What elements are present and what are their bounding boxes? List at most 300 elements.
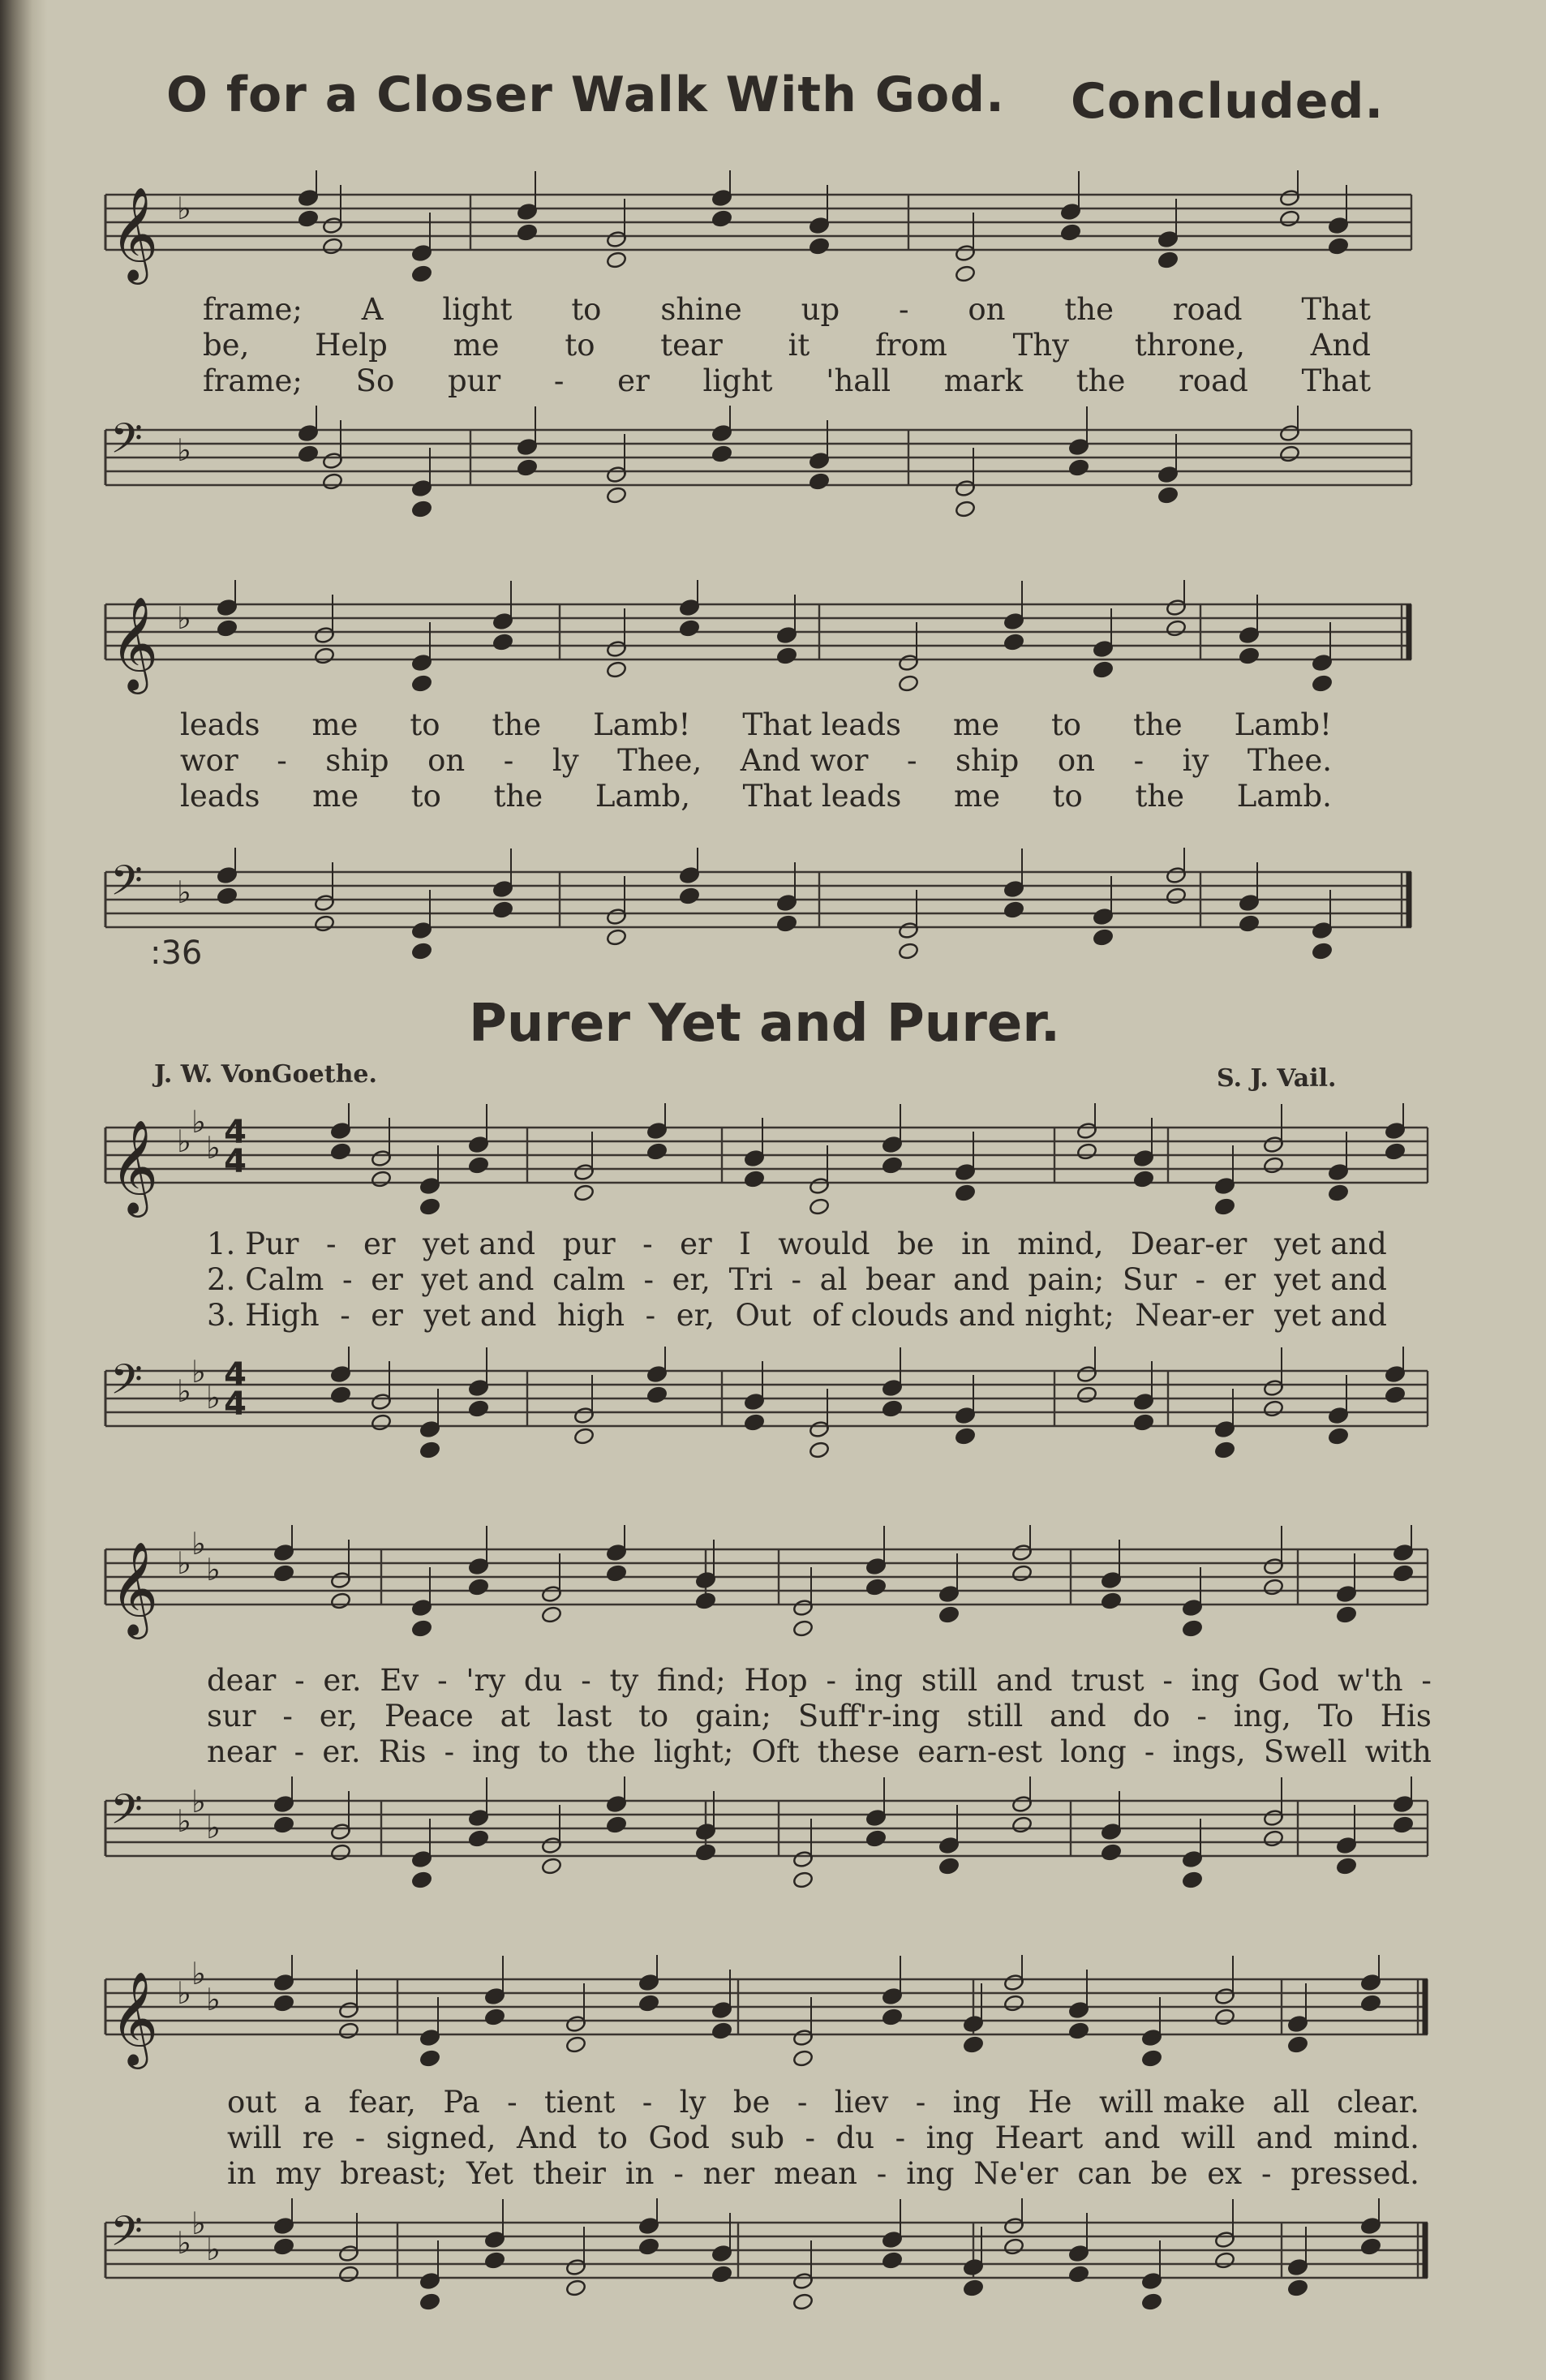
lyric-syllable: du <box>835 2120 875 2155</box>
hymn1-system1-bass-staff <box>89 406 1419 527</box>
lyric-syllable: ing <box>952 2085 1001 2120</box>
lyric-syllable: - <box>1196 1699 1207 1733</box>
hymn1-s1-verse3 <box>203 363 1371 399</box>
notehead <box>882 2008 903 2026</box>
flat-sign: ♭ <box>177 1803 191 1839</box>
lyric-syllable: er <box>363 1227 396 1261</box>
lyric-syllable: sur <box>207 1699 256 1733</box>
lyric-syllable: - <box>342 1262 353 1297</box>
treble-clef: 𝄞 <box>110 1540 159 1635</box>
lyric-syllable: Thee. <box>1247 743 1332 778</box>
notehead <box>541 1605 562 1624</box>
bass-clef: 𝄢 <box>110 1355 143 1414</box>
lyric-syllable: ner <box>702 2156 755 2191</box>
notehead <box>1279 445 1300 463</box>
lyric-syllable: That <box>1301 363 1371 398</box>
lyric-syllable: tient <box>544 2085 616 2120</box>
notehead <box>809 1197 830 1216</box>
notehead <box>468 1399 489 1418</box>
bass-clef: 𝄢 <box>110 414 143 473</box>
notehead <box>1263 1578 1284 1596</box>
lyric-syllable: So <box>355 363 395 398</box>
lyric-syllable: yet and <box>1273 1227 1387 1261</box>
notehead <box>411 500 432 518</box>
notehead <box>963 2035 984 2054</box>
lyric-syllable: liev <box>834 2085 889 2120</box>
lyric-syllable: 1. Pur <box>207 1227 299 1261</box>
lyric-syllable: throne, <box>1134 328 1245 363</box>
notehead <box>865 1829 887 1848</box>
notehead <box>565 2279 586 2297</box>
notehead <box>573 1184 595 1202</box>
notehead <box>1328 1184 1349 1202</box>
lyric-syllable: still <box>921 1663 978 1698</box>
time-sig-bottom: 4 <box>224 1143 247 1180</box>
notehead <box>1214 1441 1235 1459</box>
hymn2-system2-lyrics <box>207 1663 1432 1770</box>
lyric-syllable: Heart <box>994 2120 1084 2155</box>
notehead <box>1093 660 1114 679</box>
lyric-syllable: road <box>1172 292 1243 327</box>
notehead <box>484 2008 505 2026</box>
notehead <box>1393 1564 1414 1583</box>
hymn2-system1-bass-staff <box>89 1347 1436 1468</box>
lyric-syllable: at <box>500 1699 530 1733</box>
lyric-syllable: the <box>1133 707 1183 742</box>
notehead <box>1068 2021 1089 2040</box>
lyric-syllable: mean <box>774 2156 857 2191</box>
lyric-syllable: - <box>876 2156 887 2191</box>
notehead <box>606 660 627 679</box>
notehead <box>1393 1815 1414 1834</box>
lyric-syllable: ty <box>609 1663 639 1698</box>
lyric-syllable: 3. High <box>207 1298 320 1333</box>
notehead <box>1287 2279 1308 2297</box>
lyric-syllable: ing <box>906 2156 955 2191</box>
notehead <box>273 1815 294 1834</box>
notehead <box>217 887 238 905</box>
lyric-syllable: Lamb, <box>595 779 691 814</box>
notehead <box>792 2292 814 2311</box>
notehead <box>1157 251 1179 269</box>
lyric-syllable: of clouds and night; <box>812 1298 1114 1333</box>
hymn1-system1-lyrics <box>203 292 1371 399</box>
notehead <box>638 2237 659 2256</box>
hymn2-s1-verse2 <box>207 1262 1387 1298</box>
hymn2-s2-verse2 <box>207 1699 1432 1734</box>
notehead <box>809 237 830 256</box>
notehead <box>1360 1994 1381 2013</box>
lyric-syllable: Pa <box>443 2085 480 2120</box>
lyric-syllable: ship <box>325 743 389 778</box>
lyric-syllable: Lamb! <box>593 707 691 742</box>
notehead <box>1214 2008 1235 2026</box>
lyric-syllable: 2. Calm <box>207 1262 324 1297</box>
notehead <box>955 1184 976 1202</box>
notehead <box>711 445 732 463</box>
notehead <box>938 1605 960 1624</box>
lyric-syllable: be, <box>203 328 250 363</box>
bass-clef: 𝄢 <box>110 2206 143 2266</box>
notehead <box>217 619 238 638</box>
lyric-syllable: ings, <box>1172 1734 1246 1769</box>
notehead <box>809 1441 830 1459</box>
lyric-syllable: ing, <box>1233 1699 1291 1733</box>
notehead <box>744 1170 765 1188</box>
notehead <box>411 1871 432 1889</box>
lyric-syllable: be <box>732 2085 771 2120</box>
lyric-syllable: To <box>1317 1699 1354 1733</box>
lyric-syllable: from <box>875 328 947 363</box>
notehead <box>1214 1197 1235 1216</box>
lyric-syllable: breast; <box>340 2156 448 2191</box>
notehead <box>298 209 319 228</box>
hymn2-system1-treble-staff <box>89 1103 1436 1225</box>
lyric-syllable: er, <box>672 1262 711 1297</box>
notehead <box>1011 1564 1033 1583</box>
lyric-syllable: last <box>556 1699 612 1733</box>
lyric-syllable: Lamb! <box>1234 707 1332 742</box>
flat-sign: ♭ <box>191 1784 206 1819</box>
notehead <box>792 1619 814 1638</box>
lyric-syllable: ing <box>854 1663 904 1698</box>
lyric-syllable: - <box>444 1734 455 1769</box>
lyric-syllable: in <box>625 2156 655 2191</box>
lyric-syllable: bear <box>865 1262 935 1297</box>
flat-sign: ♭ <box>206 1130 221 1166</box>
notehead <box>314 647 335 665</box>
lyric-syllable: 'hall <box>826 363 891 398</box>
notehead <box>1263 1399 1284 1418</box>
lyric-syllable: I <box>739 1227 751 1261</box>
notehead <box>565 2035 586 2054</box>
lyric-syllable: wor <box>180 743 238 778</box>
page-number: :36 <box>150 934 203 972</box>
notehead <box>1076 1142 1097 1161</box>
lyric-syllable: Oft <box>751 1734 800 1769</box>
lyric-syllable: yet and <box>423 1298 537 1333</box>
lyric-syllable: His <box>1380 1699 1432 1733</box>
lyric-syllable: up <box>801 292 840 327</box>
notehead <box>330 1592 351 1610</box>
lyric-syllable: the <box>1135 779 1185 814</box>
lyric-syllable: me <box>453 328 500 363</box>
hymn2-system2-bass-staff <box>89 1776 1436 1898</box>
lyric-syllable: Hop <box>744 1663 808 1698</box>
flat-sign: ♭ <box>177 1545 191 1581</box>
flat-sign: ♭ <box>206 1552 221 1587</box>
notehead <box>1060 223 1081 242</box>
treble-clef: 𝄞 <box>110 1970 159 2065</box>
lyric-syllable: er <box>617 363 650 398</box>
lyric-syllable: - <box>437 1663 448 1698</box>
hymn2-s3-verse2 <box>227 2120 1419 2156</box>
notehead <box>882 2251 903 2270</box>
lyric-syllable: Thee, <box>617 743 702 778</box>
notehead <box>711 209 732 228</box>
lyric-syllable: ing <box>472 1734 521 1769</box>
lyric-syllable: in <box>227 2156 256 2191</box>
notehead <box>695 1843 716 1862</box>
lyric-syllable: the <box>1076 363 1126 398</box>
flat-sign: ♭ <box>191 1104 206 1140</box>
notehead <box>1141 2049 1162 2068</box>
lyric-syllable: light <box>702 363 773 398</box>
lyric-syllable: er. <box>323 1663 362 1698</box>
notehead <box>1312 942 1333 960</box>
notehead <box>938 1857 960 1875</box>
notehead <box>882 1399 903 1418</box>
lyric-syllable: road <box>1179 363 1248 398</box>
notehead <box>371 1170 392 1188</box>
lyric-syllable: And <box>517 2120 578 2155</box>
lyric-syllable: and <box>1256 2120 1313 2155</box>
lyric-syllable: And wor <box>740 743 869 778</box>
lyric-syllable: - <box>581 1663 591 1698</box>
lyric-syllable: still <box>966 1699 1024 1733</box>
notehead <box>776 914 797 933</box>
lyric-syllable: That leads <box>742 779 902 814</box>
lyric-syllable: with <box>1364 1734 1432 1769</box>
notehead <box>419 1197 440 1216</box>
bass-clef: 𝄢 <box>110 1785 143 1844</box>
notehead <box>646 1385 668 1404</box>
hymn1-s2-verse2 <box>180 743 1332 779</box>
lyric-syllable: ship <box>956 743 1020 778</box>
notehead <box>322 237 343 256</box>
lyric-syllable: Ris <box>378 1734 427 1769</box>
lyric-syllable: to <box>565 328 595 363</box>
lyric-syllable: yet and <box>423 1227 536 1261</box>
flat-sign: ♭ <box>177 874 191 910</box>
lyric-syllable: and <box>996 1663 1053 1698</box>
lyric-syllable: - <box>1421 1663 1432 1698</box>
treble-clef: 𝄞 <box>110 1119 159 1214</box>
lyric-syllable: - <box>294 1734 305 1769</box>
lyric-syllable: and <box>1050 1699 1106 1733</box>
hymn2-s2-verse3 <box>207 1734 1432 1770</box>
lyric-syllable: Tri <box>728 1262 773 1297</box>
lyric-syllable: shine <box>660 292 742 327</box>
notehead <box>679 887 700 905</box>
notehead <box>882 1156 903 1175</box>
hymn2-s3-verse3 <box>227 2156 1419 2192</box>
lyric-syllable: re <box>302 2120 335 2155</box>
hymn1-s2-verse1 <box>180 707 1332 743</box>
lyric-syllable: and <box>953 1262 1010 1297</box>
flat-sign: ♭ <box>191 1956 206 1991</box>
lyric-syllable: ly <box>679 2085 706 2120</box>
lyric-syllable: will make <box>1099 2085 1246 2120</box>
lyric-syllable: would <box>778 1227 870 1261</box>
lyric-syllable: calm <box>552 1262 625 1297</box>
notehead <box>484 2251 505 2270</box>
hymn1-s2-verse3 <box>180 779 1332 814</box>
lyric-syllable: pressed. <box>1290 2156 1419 2191</box>
flat-sign: ♭ <box>177 600 191 636</box>
notehead <box>1214 2251 1235 2270</box>
notehead <box>898 674 919 693</box>
lyric-syllable: er <box>371 1262 403 1297</box>
lyric-syllable: - <box>553 363 565 398</box>
lyric-syllable: on <box>968 292 1006 327</box>
flat-sign: ♭ <box>177 191 191 226</box>
flat-sign: ♭ <box>206 1810 221 1845</box>
lyric-syllable: - <box>915 2085 926 2120</box>
notehead <box>338 2021 359 2040</box>
lyric-syllable: long <box>1060 1734 1127 1769</box>
lyric-syllable: That <box>1301 292 1371 327</box>
notehead <box>963 2279 984 2297</box>
lyric-syllable: Ev <box>380 1663 419 1698</box>
lyric-syllable: pur <box>562 1227 616 1261</box>
notehead <box>638 1994 659 2013</box>
lyric-syllable: iy <box>1182 743 1209 778</box>
lyric-syllable: be <box>897 1227 934 1261</box>
notehead <box>419 1441 440 1459</box>
notehead <box>330 1142 351 1161</box>
hymn2-s1-verse3 <box>207 1298 1387 1334</box>
flat-sign: ♭ <box>206 1982 221 2017</box>
notehead <box>1141 2292 1162 2311</box>
notehead <box>955 264 976 283</box>
lyric-syllable: to <box>571 292 602 327</box>
notehead <box>1076 1385 1097 1404</box>
lyric-syllable: on <box>1057 743 1096 778</box>
notehead <box>1003 900 1024 919</box>
flat-sign: ♭ <box>177 1123 191 1159</box>
hymn2-time-signature-treble <box>221 1114 250 1180</box>
notehead <box>955 1427 976 1446</box>
hymn2-system3-lyrics <box>227 2085 1419 2192</box>
hymn1-s1-verse2 <box>203 328 1371 363</box>
lyric-syllable: on <box>427 743 466 778</box>
flat-sign: ♭ <box>191 1354 206 1390</box>
lyric-syllable: - <box>805 2120 816 2155</box>
notehead <box>517 458 538 477</box>
lyric-syllable: - <box>791 1262 801 1297</box>
lyric-syllable: signed, <box>385 2120 496 2155</box>
lyric-syllable: it <box>788 328 810 363</box>
lyric-syllable: Out <box>735 1298 792 1333</box>
notehead <box>273 2237 294 2256</box>
notehead <box>338 2265 359 2283</box>
notehead <box>606 486 627 505</box>
lyric-syllable: er <box>1223 1262 1256 1297</box>
lyric-syllable: me <box>954 779 1000 814</box>
lyric-syllable: mind, <box>1017 1227 1104 1261</box>
lyric-syllable: ex <box>1207 2156 1243 2191</box>
notehead <box>468 1156 489 1175</box>
lyric-syllable: - <box>899 292 909 327</box>
lyric-syllable: - <box>642 1227 653 1261</box>
lyric-syllable: yet and <box>1273 1298 1387 1333</box>
notehead <box>298 445 319 463</box>
hymn2-time-signature-bass <box>221 1356 250 1423</box>
lyric-syllable: a <box>303 2085 322 2120</box>
hymn2-s2-verse1 <box>207 1663 1432 1699</box>
notehead <box>273 1994 294 2013</box>
lyric-syllable: er, <box>676 1298 715 1333</box>
lyric-syllable: - <box>1162 1663 1173 1698</box>
lyric-syllable: - <box>294 1663 305 1698</box>
lyric-syllable: God <box>1257 1663 1320 1698</box>
lyric-syllable: ing <box>925 2120 974 2155</box>
notehead <box>606 1564 627 1583</box>
notehead <box>1312 674 1333 693</box>
lyric-syllable: - <box>354 2120 366 2155</box>
notehead <box>955 500 976 518</box>
lyric-syllable: and <box>1103 2120 1161 2155</box>
lyric-syllable: er, <box>319 1699 359 1733</box>
hymn1-s1-verse1 <box>203 292 1371 328</box>
lyric-syllable: light; <box>653 1734 734 1769</box>
lyric-syllable: leads <box>180 707 260 742</box>
lyric-syllable: - <box>340 1298 350 1333</box>
lyric-syllable: Near-er <box>1135 1298 1254 1333</box>
notehead <box>1003 1994 1024 2013</box>
flat-sign: ♭ <box>177 432 191 468</box>
lyric-syllable: Suff'r-ing <box>797 1699 941 1733</box>
lyric-syllable: - <box>507 2085 517 2120</box>
hymn2-title: Purer Yet and Purer. <box>469 994 1061 1054</box>
notehead <box>411 1619 432 1638</box>
book-spine-shadow <box>0 0 47 2380</box>
notehead <box>419 2049 440 2068</box>
notehead <box>679 619 700 638</box>
notehead <box>371 1413 392 1432</box>
lyric-syllable: - <box>645 1298 656 1333</box>
lyric-syllable: can <box>1077 2156 1132 2191</box>
hymn2-system3-bass-staff <box>89 2198 1436 2320</box>
notehead <box>1133 1170 1154 1188</box>
lyric-syllable: - <box>643 1262 654 1297</box>
lyric-syllable: yet and <box>1273 1262 1387 1297</box>
lyric-syllable: high <box>556 1298 625 1333</box>
notehead <box>411 942 432 960</box>
lyric-syllable: near <box>207 1734 277 1769</box>
flat-sign: ♭ <box>177 2225 191 2261</box>
lyric-syllable: will <box>227 2120 282 2155</box>
lyric-syllable: - <box>1195 1262 1205 1297</box>
lyric-syllable: Peace <box>384 1699 474 1733</box>
notehead <box>865 1578 887 1596</box>
lyric-syllable: He <box>1028 2085 1072 2120</box>
lyric-syllable: yet and <box>421 1262 535 1297</box>
notehead <box>419 2292 440 2311</box>
lyric-syllable: my <box>275 2156 321 2191</box>
lyric-syllable: pur <box>447 363 501 398</box>
flat-sign: ♭ <box>177 1373 191 1409</box>
lyric-syllable: their <box>532 2156 606 2191</box>
lyric-syllable: - <box>673 2156 684 2191</box>
notehead <box>792 1871 814 1889</box>
lyric-syllable: me <box>312 779 359 814</box>
notehead <box>1101 1843 1122 1862</box>
notehead <box>492 900 513 919</box>
notehead <box>541 1857 562 1875</box>
notehead <box>1328 1427 1349 1446</box>
bass-clef: 𝄢 <box>110 856 143 915</box>
lyric-syllable: Yet <box>466 2156 513 2191</box>
flat-sign: ♭ <box>191 1526 206 1562</box>
notehead <box>711 2021 732 2040</box>
notehead <box>468 1829 489 1848</box>
hymn2-system3-treble-staff <box>89 1955 1436 2077</box>
notehead <box>468 1578 489 1596</box>
notehead <box>1385 1142 1406 1161</box>
notehead <box>1336 1857 1357 1875</box>
